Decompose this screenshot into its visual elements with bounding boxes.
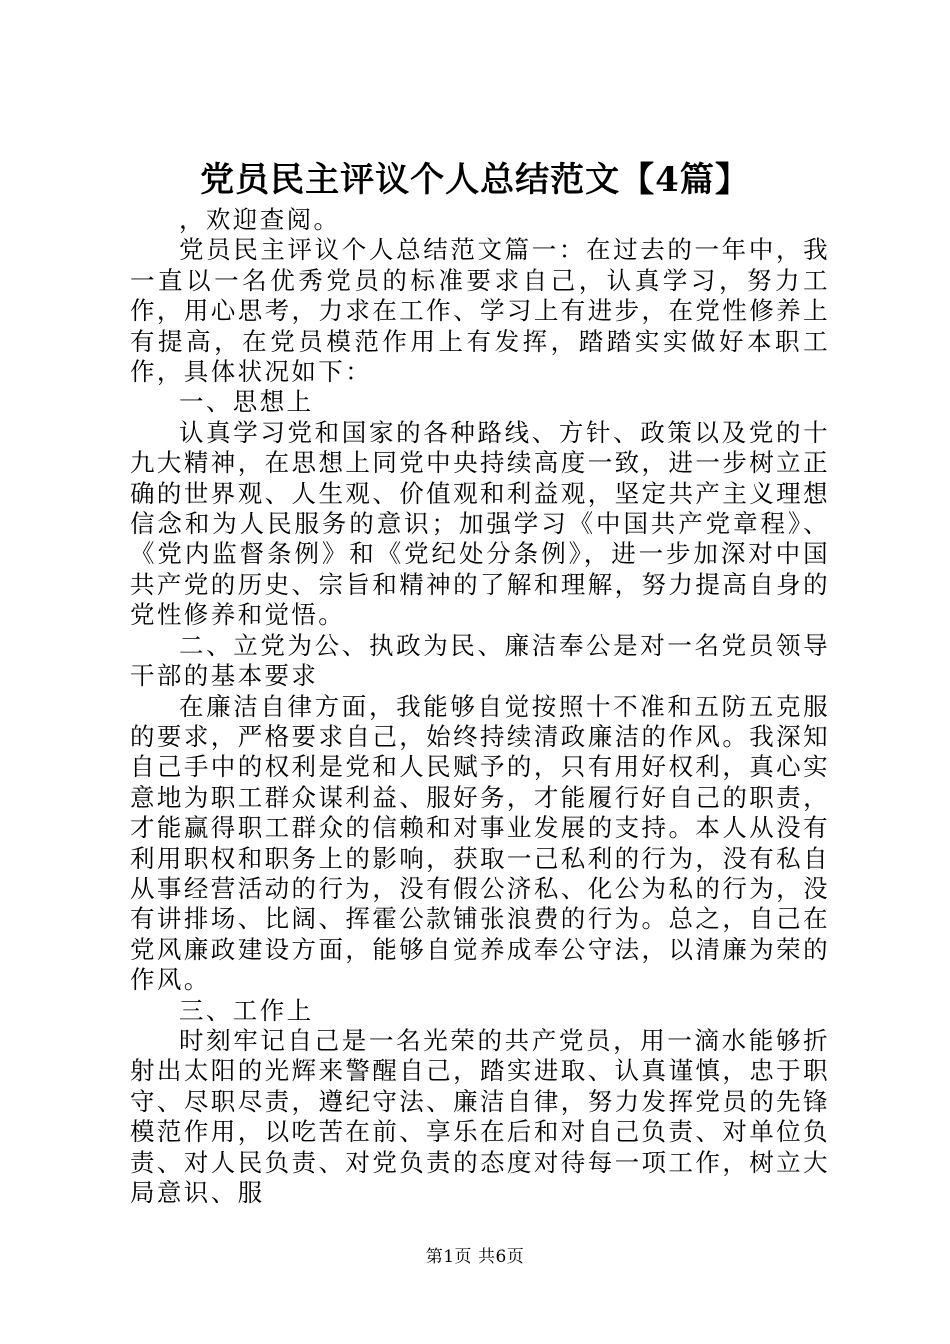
paragraph-thought: 认真学习党和国家的各种路线、方针、政策以及党的十九大精神，在思想上同党中央持续高度一致，进一步树立正确的世界观、人生观、价值观和利益观，坚定共产主义理想信念和为人民服务的意识；加强学习《中国共产党章程》、《党内监督条例》和《党纪处分条例》，进一步加深对中国共产党的历史、宗旨和精神的了解和理解，努力提高自身的党性修养和觉悟。 [130,417,830,630]
section-heading-integrity: 二、立党为公、执政为民、廉洁奉公是对一名党员领导干部的基本要求 [130,630,830,691]
section-heading-work: 三、工作上 [179,995,314,1025]
document-body [130,205,830,1208]
paragraph-integrity: 在廉洁自律方面，我能够自觉按照十不准和五防五克服的要求，严格要求自己，始终持续清政廉洁的作风。我深知自己手中的权利是党和人民赋予的，只有用好权利，真心实意地为职工群众谋利益、服好务，才能履行好自己的职责，才能赢得职工群众的信赖和对事业发展的支持。本人从没有利用职权和职务上的影响，获取一己私利的行为，没有私自从事经营活动的行为，没有假公济私、化公为私的行为，没有讲排场、比阔、挥霍公款铺张浪费的行为。总之，自己在党风廉政建设方面，能够自觉养成奉公守法，以清廉为荣的作风。 [130,691,830,995]
document-title: 党员民主评议个人总结范文【4篇】 [200,160,750,200]
paragraph-greeting: ，欢迎查阅。 [179,205,341,234]
paragraph-work: 时刻牢记自己是一名光荣的共产党员，用一滴水能够折射出太阳的光辉来警醒自己，踏实进取、认真谨慎，忠于职守、尽职尽责，遵纪守法、廉洁自律，努力发挥党员的先锋模范作用，以吃苦在前、享乐在后和对自己负责、对单位负责、对人民负责、对党负责的态度对待每一项工作，树立大局意识、服 [130,1025,830,1207]
paragraph-intro: 党员民主评议个人总结范文篇一：在过去的一年中，我一直以一名优秀党员的标准要求自己，认真学习，努力工作，用心思考，力求在工作、学习上有进步，在党性修养上有提高，在党员模范作用上有发挥，踏踏实实做好本职工作，具体状况如下： [130,235,830,387]
page-number-footer: 第1页 共6页 [425,1247,525,1267]
section-heading-thought: 一、思想上 [179,387,314,417]
